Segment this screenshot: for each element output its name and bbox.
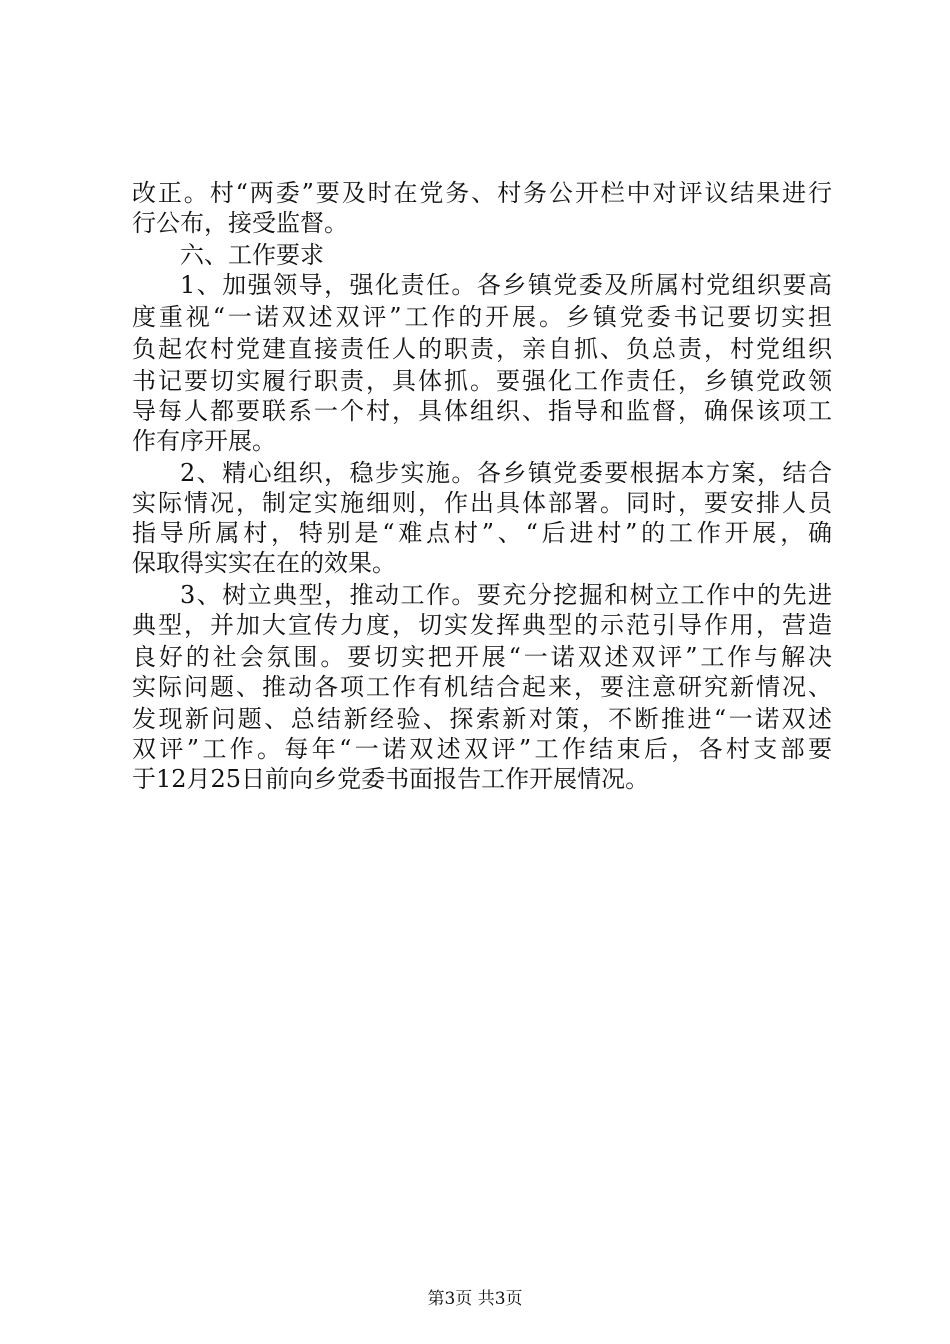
section-heading: 六、工作要求 <box>180 241 324 269</box>
text-line-1: 改正。村“两委”要及时在党务、村务公开栏中对评议结果进行 <box>132 179 832 207</box>
text-line-19: 双评”工作。每年“一诺双述双评”工作结束后，各村支部要 <box>132 735 832 763</box>
page-footer: 第3页 共3页 <box>427 1289 523 1309</box>
text-line-6: 负起农村党建直接责任人的职责，亲自抓、负总责，村党组织 <box>132 335 832 363</box>
text-line-4: 1、加强领导，强化责任。各乡镇党委及所属村党组织要高 <box>180 271 832 299</box>
text-line-8: 导每人都要联系一个村，具体组织、指导和监督，确保该项工 <box>132 397 832 425</box>
text-line-7: 书记要切实履行职责，具体抓。要强化工作责任，乡镇党政领 <box>132 367 832 395</box>
text-line-15: 典型，并加大宣传力度，切实发挥典型的示范引导作用，营造 <box>132 611 832 639</box>
text-line-14: 3、树立典型，推动工作。要充分挖掘和树立工作中的先进 <box>180 581 832 609</box>
text-line-13: 保取得实实在在的效果。 <box>132 549 396 577</box>
text-line-17: 实际问题、推动各项工作有机结合起来，要注意研究新情况、 <box>132 673 832 701</box>
text-line-11: 实际情况，制定实施细则，作出具体部署。同时，要安排人员 <box>132 489 832 517</box>
text-line-9: 作有序开展。 <box>132 427 276 455</box>
text-line-20: 于12月25日前向乡党委书面报告工作开展情况。 <box>132 765 650 793</box>
text-line-12: 指导所属村，特别是“难点村”、“后进村”的工作开展，确 <box>132 519 832 547</box>
text-line-18: 发现新问题、总结新经验、探索新对策，不断推进“一诺双述 <box>132 705 832 733</box>
text-line-10: 2、精心组织，稳步实施。各乡镇党委要根据本方案，结合 <box>180 459 832 487</box>
text-line-2: 行公布，接受监督。 <box>132 209 348 237</box>
text-line-16: 良好的社会氛围。要切实把开展“一诺双述双评”工作与解决 <box>132 643 832 671</box>
text-line-5: 度重视“一诺双述双评”工作的开展。乡镇党委书记要切实担 <box>132 303 832 331</box>
